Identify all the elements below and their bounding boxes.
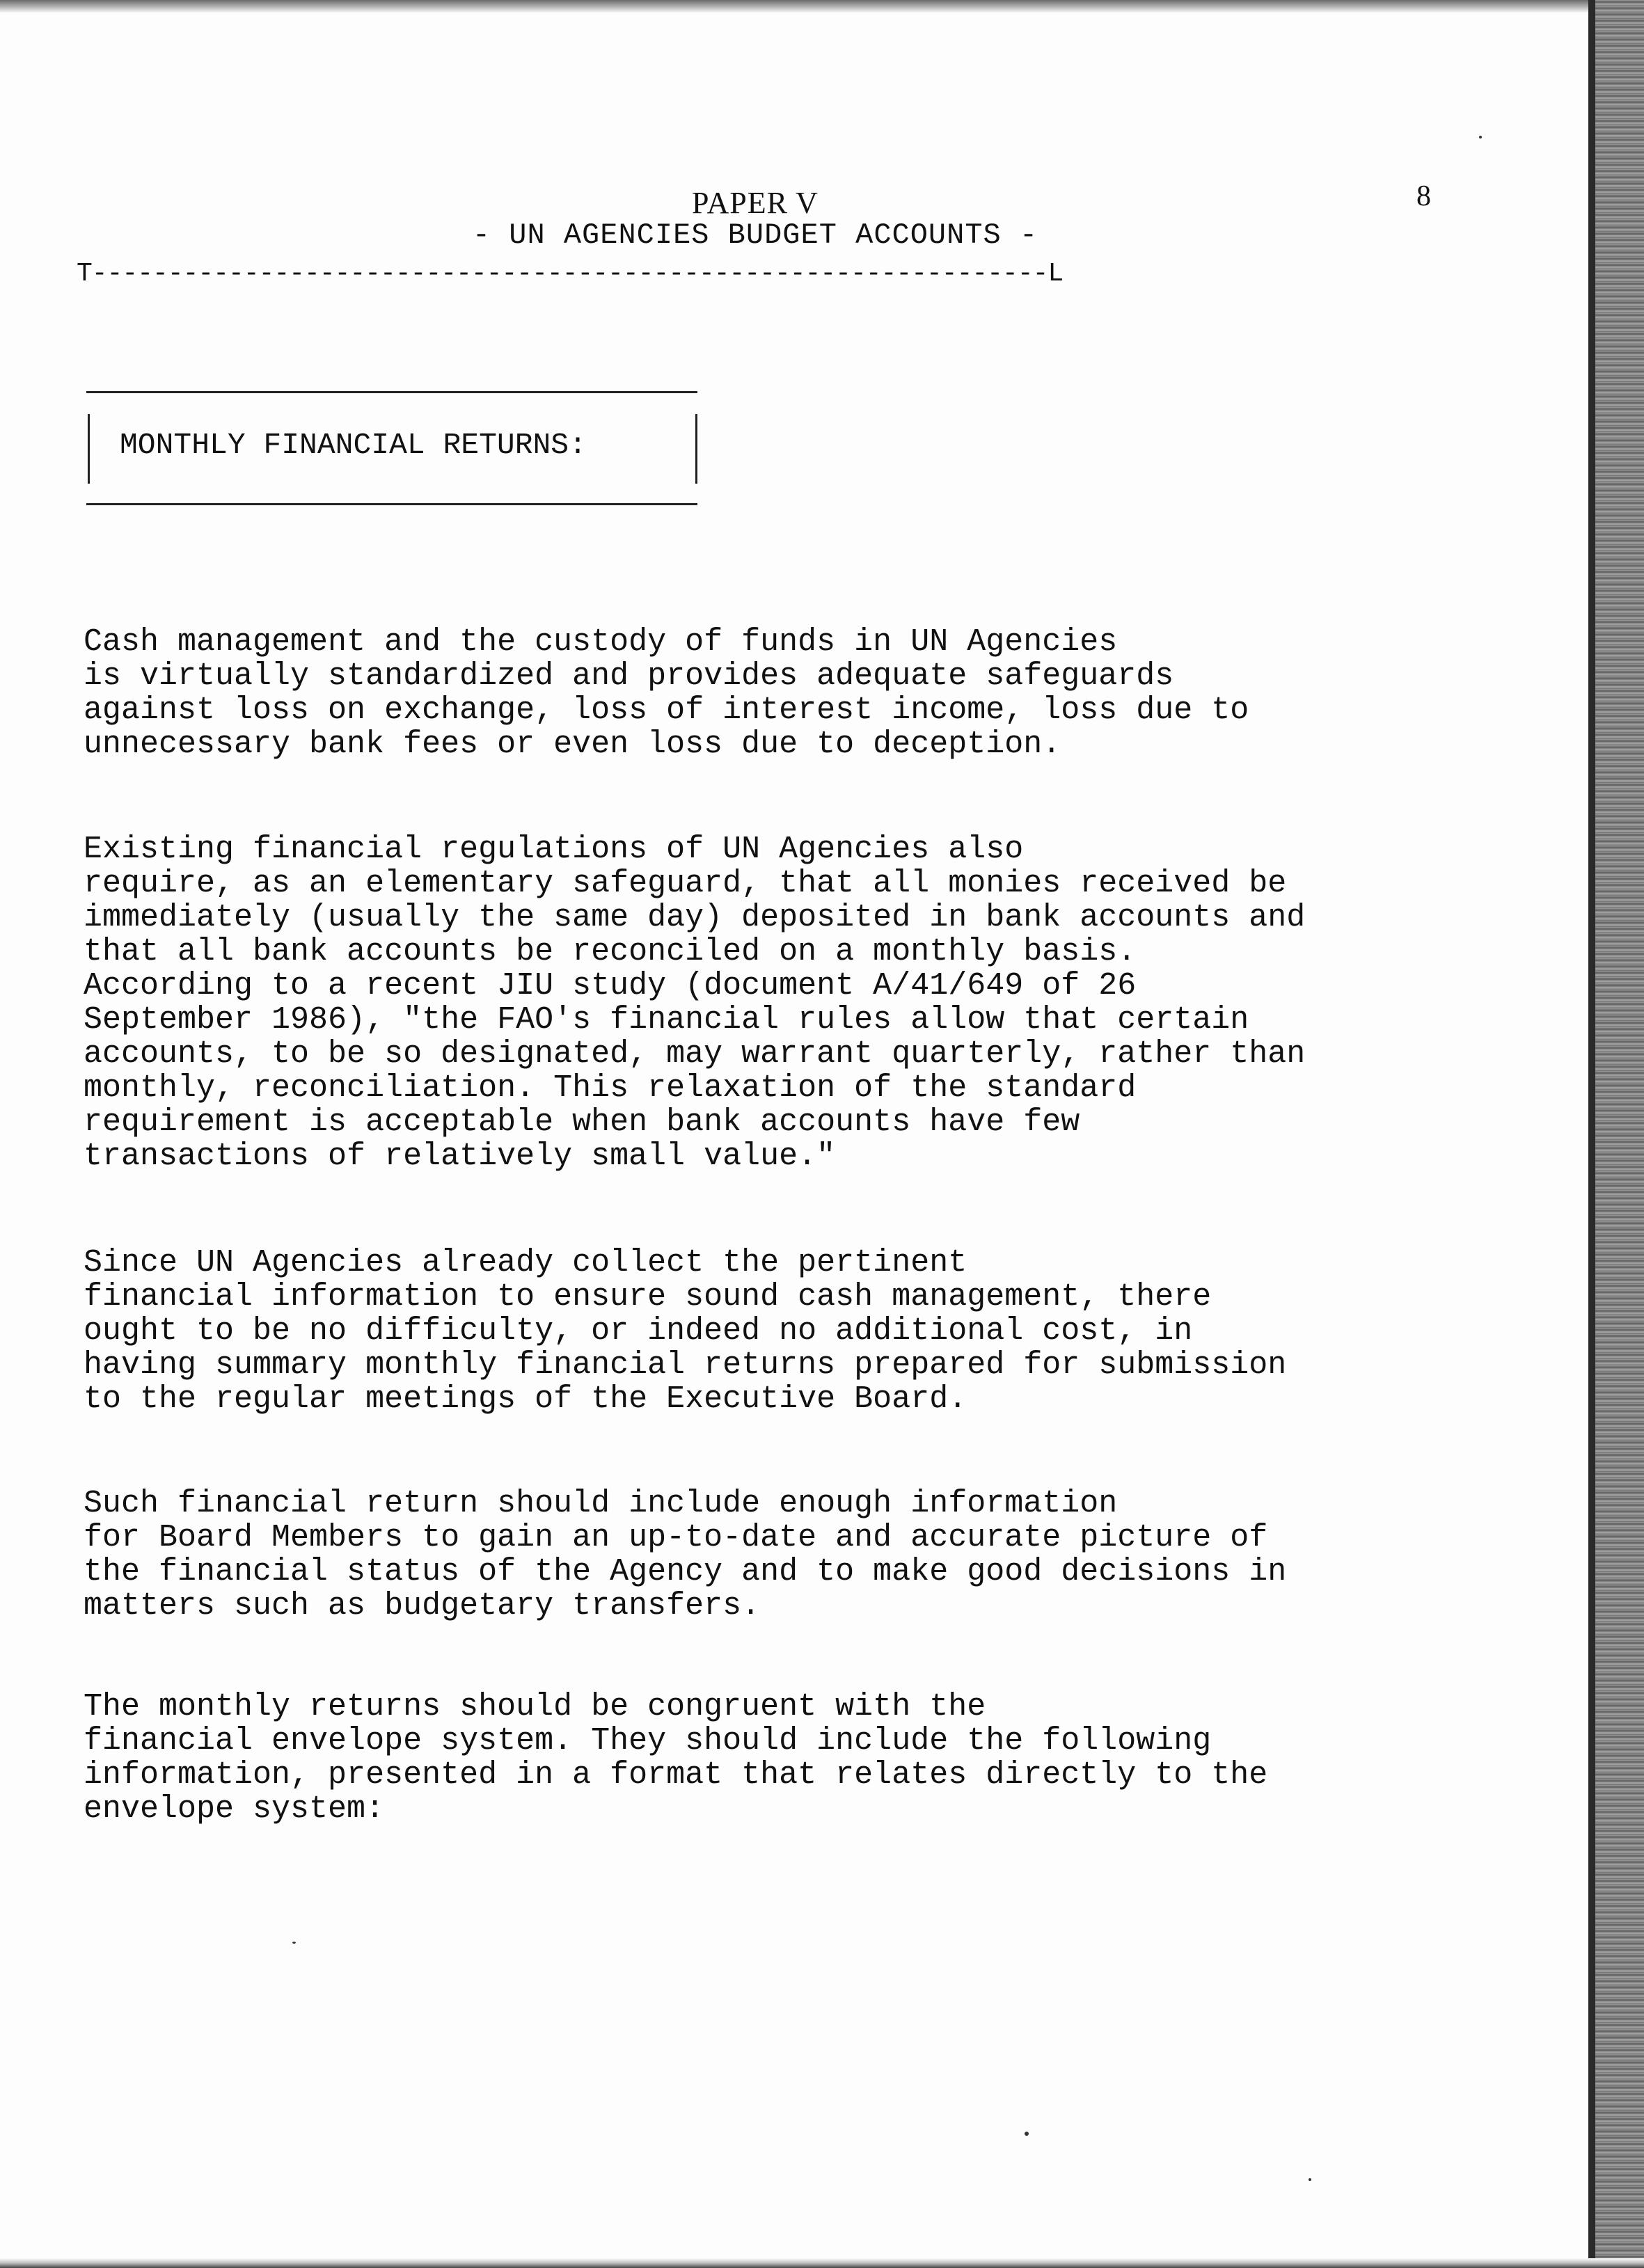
section-heading-box: [86, 391, 697, 505]
paragraph-financial-regulations: Existing financial regulations of UN Agencies also require, as an elementary safeguard, that all monies received be immediately (usually the same day) deposited in bank accounts and that all bank accounts be reconciled on a monthly basis. According to a recent JIU study (document A/41/649 of 26 September 1986), "the FAO's financial rules allow that certain accounts, to be so designated, may warrant quarterly, rather than monthly, reconciliation. This relaxation of the standard requirement is acceptable when bank accounts have few transactions of relatively small value.": [84, 832, 1306, 1174]
header-rule: T---------------------------------------------------------------L: [77, 259, 1064, 289]
scan-speck: [1025, 2132, 1029, 2136]
scan-edge-shadow: [1588, 0, 1595, 2268]
paragraph-monthly-returns: The monthly returns should be congruent with the financial envelope system. They should include the following information, presented in a format that relates directly to the envelope system:: [84, 1689, 1268, 1827]
scan-speck: [1309, 2178, 1311, 2181]
page-number: 8: [1416, 180, 1431, 212]
scan-edge-bottom: [0, 2258, 1644, 2268]
scan-edge-right: [1595, 0, 1644, 2268]
scan-speck: [1479, 136, 1482, 138]
scan-edge-top: [0, 0, 1644, 13]
paragraph-financial-return: Such financial return should include enough information for Board Members to gain an up-to-date and accurate picture of the financial status of the Agency and to make good decisions in matters such as budgetary transfers.: [84, 1486, 1287, 1624]
paper-title: PAPER V: [692, 186, 819, 220]
section-heading: MONTHLY FINANCIAL RETURNS:: [120, 428, 587, 462]
paragraph-cash-management: Cash management and the custody of funds in UN Agencies is virtually standardized and provides adequate safeguards against loss on exchange, loss of interest income, loss due to unnecessary bank fees or even loss due to deception.: [84, 624, 1249, 762]
paragraph-pertinent-information: Since UN Agencies already collect the pertinent financial information to ensure sound cash management, there ought to be no difficulty, or indeed no additional cost, in having summary monthly financial returns prepared for submission to the regular meetings of the Executive Board.: [84, 1245, 1287, 1417]
paper-subtitle: - UN AGENCIES BUDGET ACCOUNTS -: [472, 219, 1038, 252]
scan-speck: [292, 1942, 296, 1944]
